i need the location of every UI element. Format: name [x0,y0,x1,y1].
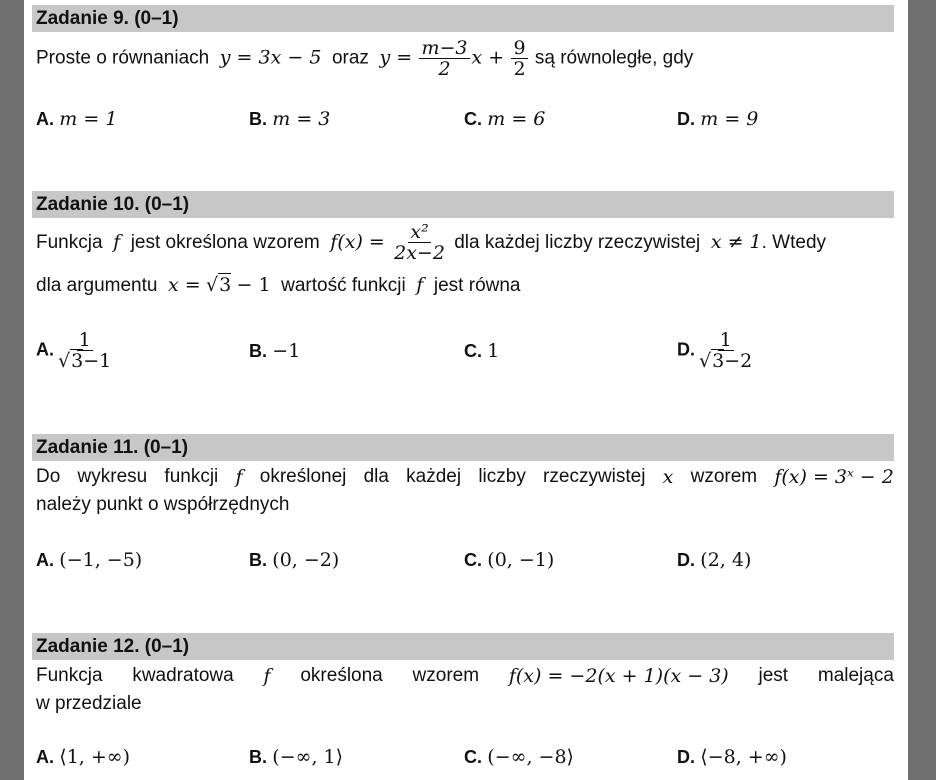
task-10-header [32,191,894,218]
task-11-title: Zadanie 11. (0–1) [36,437,189,458]
task-12-equation: f(x) = −2(x + 1)(x − 3) [508,665,729,687]
task-12-answer-a[interactable]: A. ⟨1, +∞) [36,746,131,768]
task-12-header [32,633,894,660]
exam-page [24,0,908,780]
task-10-question-line-2: dla argumentu x = √3 − 1 wartość funkcji f jest równa [36,274,521,296]
task-12-answers [36,746,896,776]
task-10-fraction: $\frac{\text{x²}}{2x-2}$ [394,221,445,265]
task-11-answer-a[interactable]: A. (−1, −5) [36,549,143,571]
task-12-answer-b[interactable]: B. (−∞, 1⟩ [249,746,344,768]
task-11-question-line-2: należy punkt o współrzędnych [36,494,290,515]
task-9-answer-a[interactable]: A. m = 1 [36,108,118,130]
task-11-answer-d[interactable]: D. (2, 4) [677,549,752,571]
task-11-answer-b[interactable]: B. (0, −2) [249,549,340,571]
task-10-answer-a[interactable]: A. $\frac{1}{√3-1}$ [36,329,112,372]
task-11-equation: f(x) = 3ˣ − 2 [774,466,894,488]
task-11-header [32,434,894,461]
task-12-answer-d[interactable]: D. ⟨−8, +∞) [677,746,787,768]
task-9-fraction-2: $\frac{9}{2}$ [513,37,526,80]
task-12-answer-c[interactable]: C. (−∞, −8⟩ [464,746,574,768]
task-9-answer-d[interactable]: D. m = 9 [677,108,759,130]
task-12-title: Zadanie 12. (0–1) [36,636,190,657]
task-9-answer-b[interactable]: B. m = 3 [249,108,331,130]
task-10-answer-c[interactable]: C. 1 [464,340,500,362]
task-9-answers [36,108,896,138]
task-9-equation-1: y = 3x − 5 [219,46,322,69]
task-10-answer-d[interactable]: D. $\frac{1}{√3-2}$ [677,329,753,372]
task-9-fraction-1: $\frac{m-3}{2}$ [421,37,468,80]
task-10-answer-b[interactable]: B. −1 [249,340,301,362]
task-10-title: Zadanie 10. (0–1) [36,194,190,215]
task-9-title: Zadanie 9. (0–1) [36,8,179,29]
task-11-answers [36,549,896,579]
task-12-question-line-1: Funkcja kwadratowa f określona wzorem f(x) = −2(x + 1)(x − 3) jest malejąca [36,665,894,687]
task-11-answer-c[interactable]: C. (0, −1) [464,549,555,571]
task-10-answers [36,326,896,376]
task-11-question-line-1: Do wykresu funkcji f określonej dla każdej liczby rzeczywistej x wzorem f(x) = 3ˣ − 2 [36,466,894,488]
task-9-header [32,5,894,32]
task-9-answer-c[interactable]: C. m = 6 [464,108,546,130]
task-12-question-line-2: w przedziale [36,693,142,714]
task-9-question: Proste o równaniach y = 3x − 5 oraz y = $\frac{m-3}{2}$ x + $\frac{9}{2}$ są równoległe, gdy [36,37,694,80]
task-10-question-line-1: Funkcja f jest określona wzorem f(x) = $\frac{\text{x²}}{2x-2}$ dla każdej liczby rzeczywistej x ≠ 1. Wtedy [36,221,827,265]
